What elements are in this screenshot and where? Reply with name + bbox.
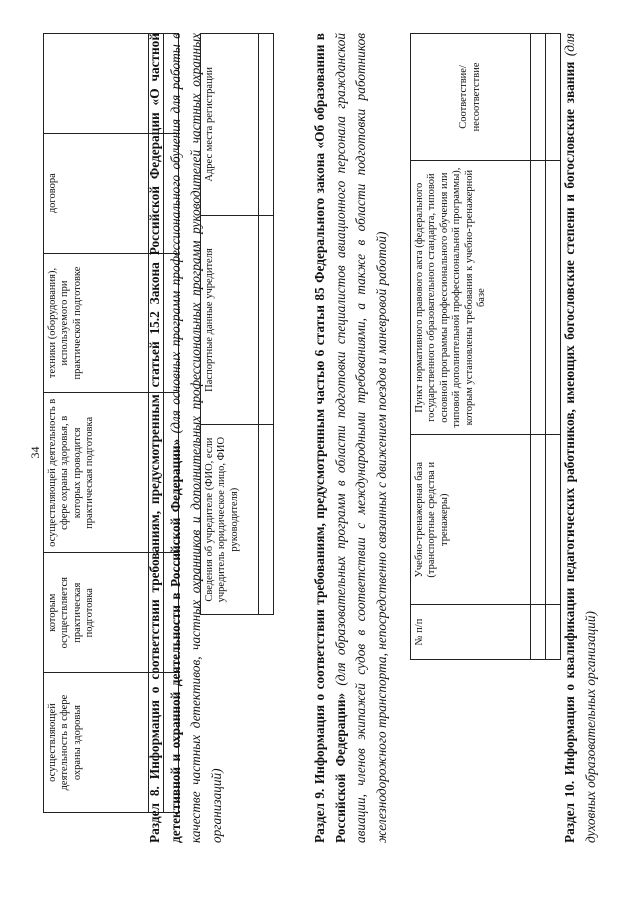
table-header: Пункт нормативного правового акта (федерального государственного образовательного стандарта, типовой основной программы профессионального обучения или типовой дополнительной профессиональной программы), которым установлены требования к учебно-тренажерной базе [411, 160, 531, 435]
section-8-note: (для основных программ профессионального обучения для работы в качестве частных детективов, частных охранников и дополнительных профессиональных программ руководителей частных охранных организаций) [167, 33, 224, 843]
table-header: Сведения об учредителе (ФИО, если учредитель юридическое лицо, ФИО руководителя) [201, 425, 259, 615]
table-header: Паспортные данные учредителя [201, 215, 259, 425]
table-header: Адрес места регистрации [201, 34, 259, 216]
table-header: Соответствие/несоответствие [411, 34, 531, 161]
table-cell [44, 34, 149, 134]
table-cell: техники (оборудования), используемого при практической подготовке [44, 253, 149, 393]
section-9-table [410, 33, 561, 660]
section-9-note: (для образовательных программ в области подготовки специалистов авиационного персонала гражданской авиации, членов экипажей судов в соответствии с международными требованиями, а также в области подготовки работников железнодорожного транспорта, непосредственно связанных с движением поездов и маневровой работой) [332, 32, 389, 843]
table-cell: осуществляющей деятельность в сфере охраны здоровья [44, 673, 149, 813]
table-header: № п/п [411, 605, 531, 660]
section-8-table [200, 33, 274, 615]
table-cell: договора [44, 133, 149, 253]
page-number: 34 [28, 446, 42, 459]
section-9-heading [310, 33, 392, 843]
section-8-title: Раздел 8. Информация о соответствии требованиям, предусмотренным статьей 15.2 Закона Российской Федерации «О частной детективной и охранной деятельности в Российской Федерации» [147, 33, 183, 843]
section-10-title: Раздел 10. Информация о квалификации педагогических работников, имеющих богословские степени и богословские звания [562, 61, 577, 843]
table-cell: которым осуществляется практическая подготовка [44, 553, 149, 673]
table-header: Учебно-тренажерная база (транспортные средства и тренажеры) [411, 435, 531, 605]
section-9-title: Раздел 9. Информация о соответствии требованиям, предусмотренным частью 6 статьи 85 Федерального закона «Об образовании в Российской Федерации» [312, 33, 348, 843]
section-10-note: (для духовных образовательных организаций) [562, 33, 598, 843]
section-10-heading [560, 33, 601, 843]
table-cell: осуществляющей деятельность в сфере охраны здоровья, в которых проводится практическая подготовка [44, 393, 149, 553]
